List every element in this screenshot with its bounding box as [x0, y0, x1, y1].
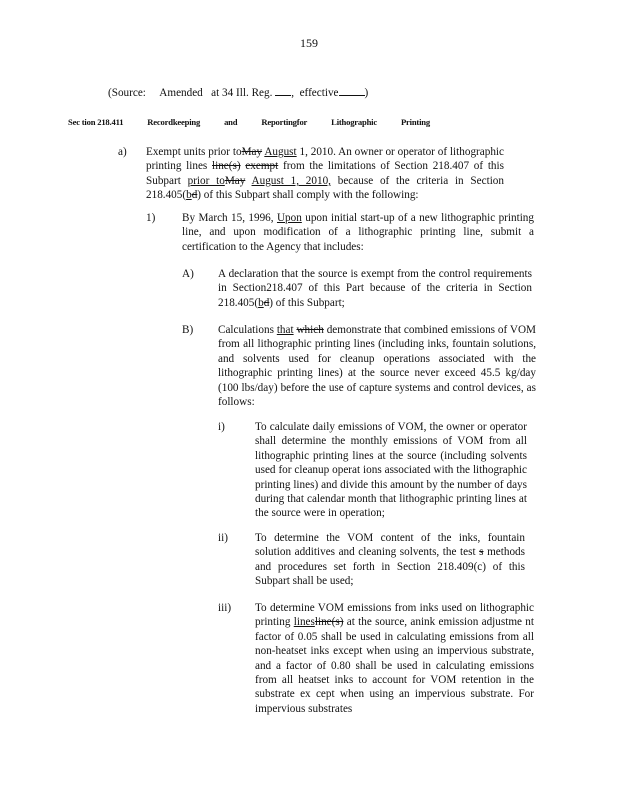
source-open: (Source: [108, 87, 146, 99]
deleted-text: which [296, 324, 324, 336]
text-run: methods and procedures set forth in Section 218.409(c) of this Subpart shall be used; [255, 546, 525, 588]
text-run: By March 15, 1996, [182, 212, 277, 224]
subsection-label-a: a) [118, 146, 127, 158]
text-run: A declaration that the source is exempt from the control requirements in Section218.407 of this Part because of the criteria in Section 218.405( [218, 268, 532, 309]
item-iii-text [255, 601, 534, 716]
deleted-text: d [263, 296, 270, 309]
section-number: Sec tion 218.411 [68, 117, 124, 127]
inserted-text: August [264, 146, 297, 158]
inserted-text: b [186, 189, 192, 202]
item-label-iii: iii) [218, 602, 232, 614]
item-label-ii: ii) [218, 532, 228, 544]
text-run: 1, 2010. An owner or operator of lithographic printing lines [146, 146, 504, 173]
item-label-i: i) [218, 421, 225, 433]
text-run: because of the criteria in Section 218.405( [146, 174, 504, 202]
subsection-a-text [146, 145, 504, 203]
source-effective: effective [299, 87, 339, 99]
register-blank [275, 95, 291, 96]
text-run: Exempt units prior to [146, 146, 242, 158]
subparagraph-B-text [218, 323, 536, 409]
deleted-text: line(s) [212, 160, 241, 173]
section-title-word: Printing [400, 117, 430, 127]
deleted-text: May [241, 146, 263, 158]
deleted-text: s [479, 546, 484, 559]
section-title-word: and [224, 117, 238, 127]
source-amended: Amended [159, 87, 203, 99]
deleted-text: May [224, 174, 246, 187]
text-run: upon initial start-up of a new lithographic printing line, and upon modification of a lithographic printing line, submit a certification to the Agency that includes: [182, 212, 534, 253]
inserted-text: August 1, 2010, [251, 174, 331, 187]
effective-blank [339, 95, 365, 96]
inserted-text: lines [293, 616, 315, 629]
section-title-word: Lithographic [331, 117, 377, 127]
subparagraph-label-B: B) [182, 324, 194, 336]
inserted-text: that [276, 324, 294, 336]
inserted-text: Upon [276, 212, 302, 224]
source-register: at 34 Ill. Reg. [211, 87, 273, 99]
text-run: from the limitations of Section 218.407 of this Subpart [146, 160, 504, 187]
deleted-text: line(s) [314, 616, 344, 629]
page-number: 159 [300, 36, 318, 50]
paragraph-label-1: 1) [146, 212, 156, 224]
section-title-word: Reportingfor [261, 117, 308, 127]
text-run: demonstrate that combined emissions of VOM from all lithographic printing lines (including inks, fountain solutions, and solvents used for cleanup operations associated with the lithographic printing lines) at the source never exceed 45.5 kg/day (100 lbs/day) before the use of capture systems and control devices, as follows: [218, 324, 536, 409]
item-ii-text [255, 531, 525, 589]
paragraph-1-text [182, 211, 534, 254]
text-run: at the source, anink emission adjustme nt factor of 0.05 shall be used in calculating emissions from all non-heatset inks except when using an impervious substrate, and a factor of 0.80 shall be used in calculating emissions from all heatset inks to account for VOM retention in the substrate ex cept when using an impervious substrate. For impervious substrates [255, 616, 534, 715]
source-comma: , [291, 87, 294, 99]
inserted-text: prior to [187, 174, 225, 187]
deleted-text: exempt [245, 160, 279, 173]
deleted-text: d [191, 189, 198, 202]
text-run: ) of this Subpart shall comply with the following: [197, 189, 419, 202]
subparagraph-label-A: A) [182, 268, 194, 280]
text-run: Calculations [218, 324, 277, 336]
text-run: To determine VOM emissions from inks used on lithographic printing [255, 602, 534, 629]
source-note [108, 87, 368, 99]
text-run: To determine the VOM content of the inks, fountain solution additives and cleaning solvents, the test [255, 532, 525, 559]
subparagraph-A-text [218, 267, 532, 310]
source-close: ) [364, 87, 369, 99]
inserted-text: b [258, 296, 264, 309]
text-run: ) of this Subpart; [269, 296, 345, 309]
section-title-word: Recordkeeping [147, 117, 201, 127]
item-i-text: To calculate daily emissions of VOM, the owner or operator shall determine the monthly emissions of VOM from all lithographic printing lines at the source (including solvents used for cleanup operat ions associated with the lithographic printing lines) and divide this amount by the number of days during that calendar month that lithographic printing lines at the source were in operation; [255, 421, 527, 520]
section-heading [68, 117, 430, 127]
